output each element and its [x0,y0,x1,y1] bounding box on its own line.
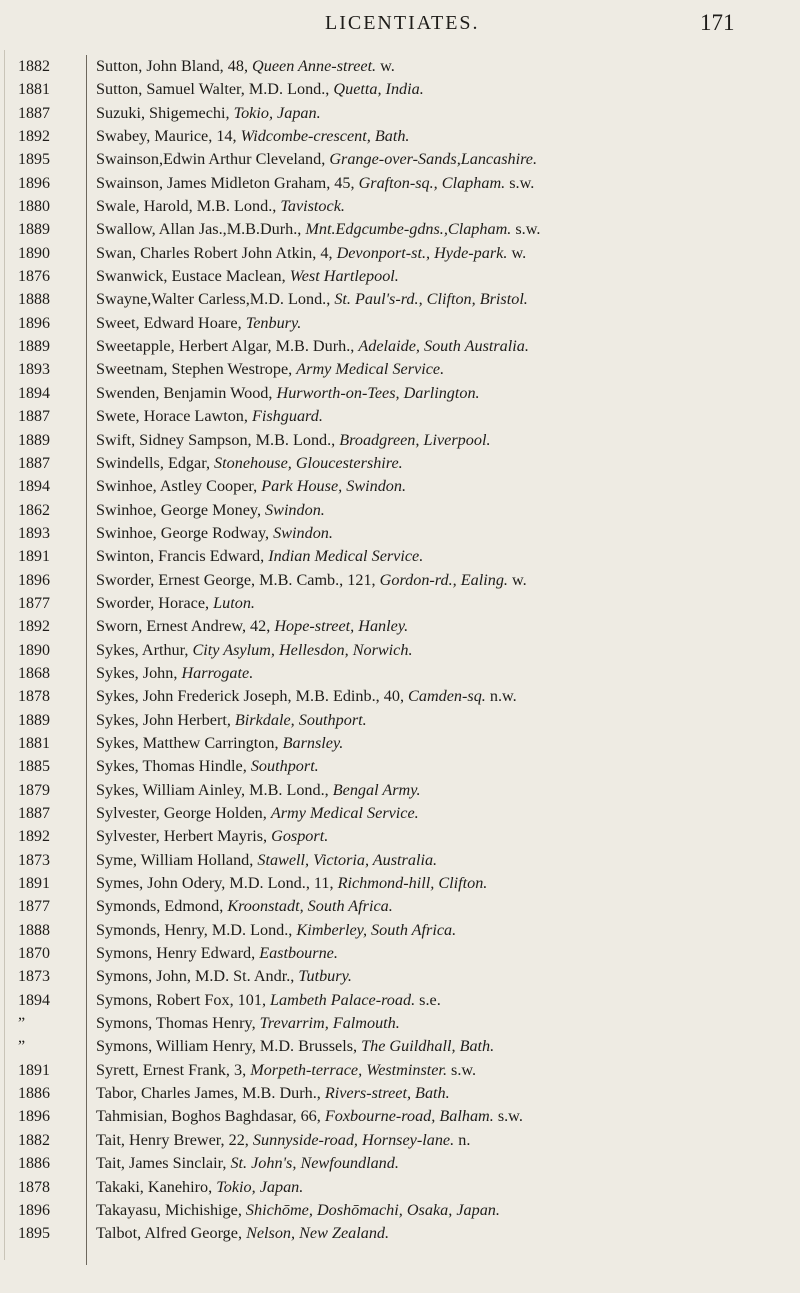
entry-name: Swayne,Walter Carless,M.D. Lond., [96,290,331,309]
entry-year: 1888 [18,921,50,939]
entry-name: Tait, James Sinclair, [96,1154,227,1173]
entry-place: Birkdale, Southport. [234,710,367,729]
entry-place: Eastbourne. [259,944,338,963]
list-item [96,429,800,452]
entry-year: 1896 [18,1201,50,1219]
entry-place: West Hartlepool. [289,267,399,286]
entry-year: 1890 [18,244,50,262]
list-item [96,1059,800,1082]
page-header [0,8,800,38]
list-item [96,779,800,802]
entry-place: Queen Anne-street. [252,57,377,75]
entry-year: 1862 [18,501,50,519]
entry-name: Symonds, Henry, M.D. Lond., [96,920,293,939]
list-item [96,405,800,428]
entry-name: Sylvester, George Holden, [96,804,267,822]
list-item [96,942,800,965]
entry-name: Sylvester, Herbert Mayris, [96,827,268,846]
list-item [96,662,800,685]
entry-place: Widcombe-crescent, Bath. [240,127,410,146]
list-item [96,475,800,498]
entry-place: Foxbourne-road, Balham. [324,1107,494,1126]
list-item [96,1152,800,1175]
entry-name: Takaki, Kanehiro, [96,1177,213,1196]
list-item [96,732,800,755]
list-item [96,522,800,545]
entry-year: 1891 [18,548,50,566]
entry-place: Kimberley, South Africa. [296,920,457,939]
entry-name: Swinhoe, George Money, [96,500,261,519]
list-item [96,825,800,848]
entry-name: Swabey, Maurice, 14, [96,127,237,146]
entry-year: 1892 [18,128,50,146]
entry-place: The Guildhall, Bath. [361,1037,495,1056]
entry-place: Southport. [250,757,319,776]
entry-year: 1891 [18,875,50,893]
entry-place: Swindon. [273,523,333,542]
list-item [96,919,800,942]
entry-year: 1893 [18,524,50,542]
list-item [96,172,800,195]
entry-year: 1882 [18,58,50,75]
entry-year: 1893 [18,361,50,379]
entry-name: Sweetapple, Herbert Algar, M.B. Durh., [96,337,355,356]
entry-place: Sunnyside-road, Hornsey-lane. [252,1130,455,1149]
entry-name: Swift, Sidney Sampson, M.B. Lond., [96,430,336,449]
entry-name: Swinhoe, George Rodway, [96,523,270,542]
entry-name: Swallow, Allan Jas.,M.B.Durh., [96,220,302,239]
page-number: 171 [700,10,735,35]
entry-name: Swainson, James Midleton Graham, 45, [96,173,355,192]
entry-district: s.e. [419,990,441,1009]
list-item [96,872,800,895]
list-item [96,895,800,918]
entry-year: 1878 [18,688,50,706]
entry-place: Gordon-rd., Ealing. [379,570,508,589]
list-item [96,755,800,778]
entry-place: Grafton-sq., Clapham. [358,173,506,192]
entry-name: Swan, Charles Robert John Atkin, 4, [96,243,333,262]
entry-place: Luton. [213,593,255,612]
entry-place: Hope-street, Hanley. [274,617,409,636]
entry-year: ” [18,1038,26,1056]
entry-year: 1881 [18,734,50,752]
binding-edge [4,50,5,1260]
list-item [96,1012,800,1035]
list-item [96,639,800,662]
entry-district: s.w. [451,1060,477,1079]
entry-name: Suzuki, Shigemechi, [96,103,230,122]
entry-year: 1873 [18,968,50,986]
list-item [96,569,800,592]
entry-year: 1877 [18,594,50,612]
entry-place: Gosport. [271,827,329,846]
entry-district: w. [380,57,395,75]
list-item [96,802,800,825]
entry-place: Camden-sq. [408,687,486,706]
entry-name: Talbot, Alfred George, [96,1224,243,1243]
entry-place: Kroonstadt, South Africa. [227,897,393,916]
entry-year: 1870 [18,945,50,963]
entry-name: Swinton, Francis Edward, [96,547,265,566]
entry-name: Syme, William Holland, [96,850,254,869]
entry-year: 1887 [18,104,50,122]
entry-place: City Asylum, Hellesdon, Norwich. [192,640,413,659]
entry-year: 1894 [18,991,50,1009]
entry-place: Stonehouse, Gloucestershire. [214,453,403,472]
entry-place: Shichōme, Doshōmachi, Osaka, Japan. [245,1200,500,1219]
entry-place: Grange-over-Sands,Lancashire. [329,150,538,169]
entry-district: s.w. [497,1107,523,1126]
entry-name: Sworder, Ernest George, M.B. Camb., 121, [96,570,376,589]
entry-name: Sykes, Thomas Hindle, [96,757,247,776]
entry-name: Tahmisian, Boghos Baghdasar, 66, [96,1107,321,1126]
entry-name: Sykes, John Herbert, [96,710,231,729]
entry-name: Sworder, Horace, [96,593,210,612]
entry-year: 1896 [18,1108,50,1126]
list-item [96,382,800,405]
entry-name: Sweet, Edward Hoare, [96,313,242,332]
entry-place: Army Medical Service. [270,804,419,822]
entry-year: 1889 [18,338,50,356]
entry-year: ” [18,1015,26,1033]
entry-place: Devonport-st., Hyde-park. [336,243,508,262]
entry-name: Swanwick, Eustace Maclean, [96,267,286,286]
year-column [18,55,88,1246]
entry-name: Sweetnam, Stephen Westrope, [96,360,293,379]
entry-name: Swinhoe, Astley Cooper, [96,477,258,496]
entry-year: 1895 [18,1225,50,1243]
entry-year: 1887 [18,408,50,426]
entry-place: Tokio, Japan. [233,103,321,122]
entry-place: Barnsley. [282,733,344,752]
entry-name: Sykes, John, [96,663,178,682]
list-item [96,125,800,148]
list-item [96,1222,800,1245]
entry-name: Symons, Henry Edward, [96,944,256,963]
entry-district: s.w. [509,173,535,192]
entry-year: 1873 [18,851,50,869]
column-divider [86,55,87,1265]
list-item [96,1105,800,1128]
entry-place: Harrogate. [181,663,254,682]
entry-year: 1889 [18,431,50,449]
entry-district: n.w. [489,687,517,706]
list-item [96,358,800,381]
entry-year: 1896 [18,314,50,332]
entry-place: Tokio, Japan. [216,1177,304,1196]
entry-name: Sykes, John Frederick Joseph, M.B. Edinb., 40, [96,687,404,706]
entry-name: Symonds, Edmond, [96,897,224,916]
entry-name: Sykes, Matthew Carrington, [96,733,279,752]
entry-name: Symons, William Henry, M.D. Brussels, [96,1037,358,1056]
entry-year: 1894 [18,384,50,402]
list-item [96,1199,800,1222]
entry-year: 1885 [18,758,50,776]
entry-district: w. [511,243,527,262]
entry-name: Sykes, Arthur, [96,640,189,659]
entry-year: 1880 [18,198,50,216]
entry-name: Syrett, Ernest Frank, 3, [96,1060,247,1079]
list-item [96,452,800,475]
entries-list [96,55,800,1246]
entry-name: Sykes, William Ainley, M.B. Lond., [96,780,329,799]
list-item [96,102,800,125]
list-item [96,965,800,988]
entry-name: Symons, Thomas Henry, [96,1014,256,1033]
entry-name: Sutton, John Bland, 48, [96,57,248,75]
entry-name: Swenden, Benjamin Wood, [96,383,273,402]
entry-place: Indian Medical Service. [268,547,424,566]
list-item [96,195,800,218]
entry-name: Sworn, Ernest Andrew, 42, [96,617,271,636]
entry-year: 1890 [18,641,50,659]
entry-place: Quetta, India. [333,80,424,99]
entry-name: Symons, John, M.D. St. Andr., [96,967,295,986]
entry-year: 1886 [18,1155,50,1173]
entry-place: Stawell, Victoria, Australia. [257,850,438,869]
entry-place: St. Paul's-rd., Clifton, Bristol. [334,290,528,309]
entry-year: 1892 [18,828,50,846]
entry-name: Swainson,Edwin Arthur Cleveland, [96,150,326,169]
entry-name: Symes, John Odery, M.D. Lond., 11, [96,874,334,893]
entry-name: Tabor, Charles James, M.B. Durh., [96,1084,321,1103]
entry-district: s.w. [515,220,541,239]
list-item [96,55,800,78]
entry-place: Hurworth-on-Tees, Darlington. [276,383,480,402]
entry-place: Mnt.Edgcumbe-gdns.,Clapham. [305,220,512,239]
entry-year: 1877 [18,898,50,916]
list-item [96,592,800,615]
entry-year: 1896 [18,571,50,589]
entry-year: 1878 [18,1178,50,1196]
entry-year: 1894 [18,478,50,496]
entry-place: Richmond-hill, Clifton. [337,874,488,893]
list-item [96,685,800,708]
entry-place: Army Medical Service. [296,360,445,379]
entry-place: Rivers-street, Bath. [324,1084,450,1103]
list-item [96,1082,800,1105]
running-title: LICENTIATES. [325,12,480,34]
entry-year: 1896 [18,174,50,192]
entry-name: Takayasu, Michishige, [96,1200,242,1219]
entry-name: Sutton, Samuel Walter, M.D. Lond., [96,80,330,99]
entry-year: 1889 [18,711,50,729]
entry-year: 1868 [18,664,50,682]
entry-place: Lambeth Palace-road. [270,990,416,1009]
entry-place: Swindon. [265,500,325,519]
entry-year: 1876 [18,268,50,286]
entry-year: 1895 [18,151,50,169]
entry-year: 1887 [18,805,50,822]
entry-place: Trevarrim, Falmouth. [259,1014,400,1033]
entry-place: Tenbury. [245,313,302,332]
entry-place: St. John's, Newfoundland. [230,1154,399,1173]
list-item [96,335,800,358]
list-item [96,78,800,101]
entry-year: 1882 [18,1131,50,1149]
entry-place: Fishguard. [251,407,323,426]
entry-year: 1881 [18,81,50,99]
entry-year: 1886 [18,1085,50,1103]
list-item [96,1035,800,1058]
entry-place: Broadgreen, Liverpool. [339,430,491,449]
list-item [96,1129,800,1152]
entry-place: Bengal Army. [332,780,421,799]
list-item [96,709,800,732]
list-item [96,288,800,311]
entry-year: 1891 [18,1061,50,1079]
entry-name: Tait, Henry Brewer, 22, [96,1130,249,1149]
entry-year: 1889 [18,221,50,239]
list-item [96,849,800,872]
list-item [96,989,800,1012]
entry-place: Park House, Swindon. [261,477,407,496]
list-item [96,615,800,638]
list-item [96,499,800,522]
entry-year: 1888 [18,291,50,309]
entry-name: Swindells, Edgar, [96,453,210,472]
entry-name: Swete, Horace Lawton, [96,407,248,426]
entry-year: 1887 [18,454,50,472]
list-item [96,148,800,171]
entry-place: Nelson, New Zealand. [246,1224,390,1243]
list-item [96,218,800,241]
list-item [96,1176,800,1199]
list-item [96,312,800,335]
entry-district: n. [458,1130,471,1149]
entry-name: Swale, Harold, M.B. Lond., [96,197,277,216]
entry-place: Tavistock. [280,197,345,216]
entry-district: w. [512,570,527,589]
list-item [96,242,800,265]
entry-place: Adelaide, South Australia. [358,337,529,356]
entry-place: Tutbury. [298,967,352,986]
list-item [96,545,800,568]
entry-year: 1879 [18,781,50,799]
entry-place: Morpeth-terrace, Westminster. [250,1060,447,1079]
list-item [96,265,800,288]
entry-year: 1892 [18,618,50,636]
entry-name: Symons, Robert Fox, 101, [96,990,266,1009]
